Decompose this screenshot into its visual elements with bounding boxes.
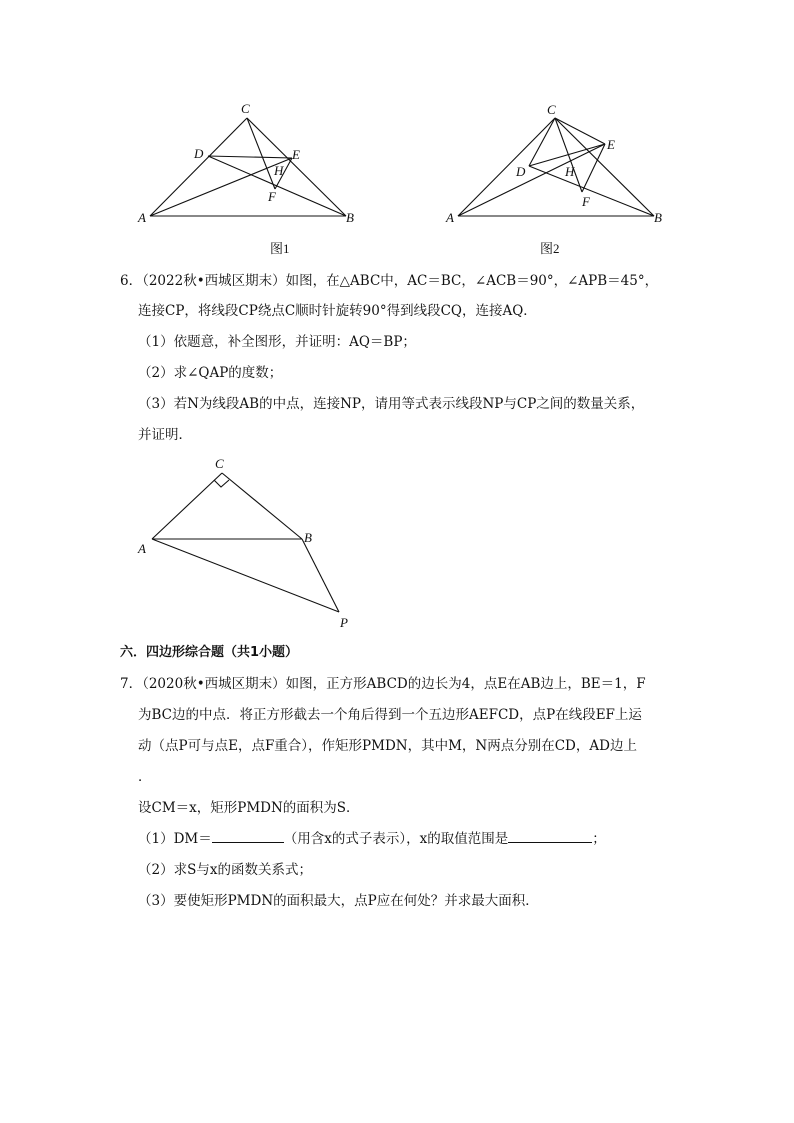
q6-stem-line1 xyxy=(120,271,658,291)
q6-number: 6． xyxy=(120,273,143,289)
q7-stem-line3: 动（点P可与点E，点F重合），作矩形PMDN，其中M，N两点分别在CD，AD边上 xyxy=(138,738,637,754)
q6-label-c: C xyxy=(215,456,224,471)
fig1-label-f: F xyxy=(268,189,276,204)
fig2-label-b: B xyxy=(654,210,662,225)
q7-part1-end: ； xyxy=(592,831,606,847)
fig2-label-c: C xyxy=(547,102,556,117)
q6-stem-text: 如图，在△ABC中，AC＝BC，∠ACB＝90°，∠APB＝45°， xyxy=(285,273,659,289)
fig1-label-h: H xyxy=(274,163,284,178)
fig1-label-e: E xyxy=(292,147,300,162)
answer-blank-dm[interactable] xyxy=(212,830,284,843)
fig2-label-f: F xyxy=(582,194,590,209)
q7-part1-lead: （1）DM＝ xyxy=(138,831,212,847)
q7-number: 7． xyxy=(120,676,143,692)
figure-2 xyxy=(438,96,678,266)
fig2-label-d: D xyxy=(516,164,526,179)
q7-stem-line4: ． xyxy=(138,769,152,785)
q6-source: （2022秋•西城区期末） xyxy=(142,273,286,289)
q6-part2: （2）求∠QAP的度数； xyxy=(138,365,283,381)
q7-stem-line2: 为BC边的中点．将正方形截去一个角后得到一个五边形AEFCD，点P在线段EF上运 xyxy=(138,707,642,723)
fig2-label-e: E xyxy=(607,137,615,152)
answer-blank-x-range[interactable] xyxy=(508,830,592,843)
fig1-caption: 图1 xyxy=(270,241,290,256)
fig2-label-a: A xyxy=(446,210,454,225)
fig2-label-h: H xyxy=(565,164,575,179)
q7-stem-text: 如图，正方形ABCD的边长为4，点E在AB边上，BE＝1，F xyxy=(285,676,646,692)
fig1-label-c: C xyxy=(241,101,250,116)
q6-part3-line2: 并证明． xyxy=(138,427,192,443)
q7-source: （2020秋•西城区期末） xyxy=(142,676,286,692)
q6-label-b: B xyxy=(304,530,312,545)
q6-part1: （1）依题意，补全图形，并证明：AQ＝BP； xyxy=(138,334,416,350)
fig1-label-b: B xyxy=(346,210,354,225)
q7-part1 xyxy=(138,829,606,849)
q7-part3: （3）要使矩形PMDN的面积最大，点P应在何处？并求最大面积． xyxy=(138,893,539,909)
q6-stem-line2: 连接CP，将线段CP绕点C顺时针旋转90°得到线段CQ，连接AQ． xyxy=(138,303,537,319)
q6-figure xyxy=(130,454,370,634)
q7-setup: 设CM＝x，矩形PMDN的面积为S． xyxy=(138,800,360,816)
q7-part1-mid: （用含x的式子表示），x的取值范围是 xyxy=(283,831,509,847)
q6-label-a: A xyxy=(138,541,146,556)
q6-part3-line1: （3）若N为线段AB的中点，连接NP，请用等式表示线段NP与CP之间的数量关系， xyxy=(138,396,645,412)
fig1-label-a: A xyxy=(138,210,146,225)
q6-label-p: P xyxy=(340,615,348,630)
fig1-label-d: D xyxy=(194,146,204,161)
q7-stem-line1 xyxy=(120,674,646,694)
fig2-caption: 图2 xyxy=(540,241,560,256)
section-heading: 六．四边形综合题（共1小题） xyxy=(120,645,299,660)
figure-1 xyxy=(130,96,370,266)
q7-part2: （2）求S与x的函数关系式； xyxy=(138,862,312,878)
